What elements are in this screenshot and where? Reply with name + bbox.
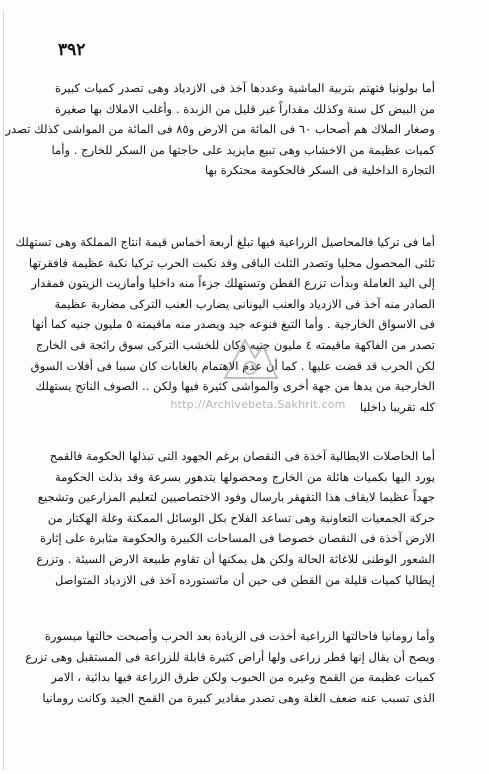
text-line: ويصح أن يقال إنها قطر زراعى ولها أراض كثيرة قابلة للزراعة فى المستقبل وهى تزرع	[25, 649, 435, 664]
text-line: وصغار الملاك هم أصحاب ٦٠ فى المائة من الارض و٨٥ فى المائة من المواشى كذلك تصدر	[5, 122, 435, 137]
text-line: أما بولونيا فتهتم بتربية الماشية وعددها آخذ فى الازدياد وهى تصدر كميات كبيرة	[55, 81, 435, 95]
text-line: جهداً عظيما لايقاف هذا التقهقر بارسال وفود الاختصاصيين لتعليم المزارعين وتشجيع	[37, 490, 435, 505]
text-line: لكن الحرب قد قضت عليها . كما أن عدم الاهتمام بالغابات كان سببا فى أفلات السوق	[30, 358, 435, 373]
archive-logo-icon	[215, 328, 285, 388]
text-line: الذى تسبب عنه ضعف الغلة وهى تصدر مقادير كبيرة من القمح الجيد وكانت رومانيا	[42, 690, 435, 705]
paragraph-romania	[25, 626, 435, 708]
text-line: أما الحاصلات الايطالية آخذة فى النقصان برغم الجهود التى تبذلها الحكومة فالقمح	[49, 449, 435, 463]
text-line: وأما رومانيا فاحالتها الزراعية أخذت فى الزيادة بعد الحرب وأصبحت حالتها ميسورة	[44, 629, 435, 643]
text-line: فى الاسواق الخارجية . وأما التبغ فنوعه جيد ويصدر منه ماقيمته ٥ مليون جنيه كما أنها	[31, 317, 435, 332]
text-line: التجارة الداخلية فى السكر فالحكومة محتكرة بها	[204, 163, 435, 178]
text-line: الشعور الوطنى للاغاثة الحالة ولكن هل يمكنها أن تقاوم طبيعة الارض السيئة . وتزرع	[36, 551, 435, 566]
archive-watermark: http://Archivebeta.Sakhrit.com	[170, 398, 346, 411]
page-edge-rule	[3, 10, 4, 770]
paragraph-poland	[5, 78, 435, 181]
text-line: الخارجية من يدها من جهة أخرى والمواشى كثيرة فيها ولكن .. الصوف الناتج يستهلك	[35, 379, 435, 394]
text-line: كميات عظيمة من القمح وغيره من الحبوب ولكن طرق الزراعة فيها بدائية ، الامر	[51, 670, 435, 685]
text-line: إلى اليد العاملة وبدأت تزرع القطن وتستهلك جزءاً منه داخليا وأمازيت الزيتون فمقدار	[31, 276, 435, 291]
text-line: الارض آخذة فى النقصان خصوصا فى المساحات الكبيرة والحكومة مثابرة على إثارة	[40, 531, 435, 546]
text-line: كميات عظيمة من الاخشاب وهى تبيع مايزيد على حاجتها من السكر للخارج . وأما	[51, 142, 435, 157]
text-line: إيطاليا كميات قليلة من القطن فى حين أن ماتستورده آخذ فى الازدياد المتواصل	[55, 572, 435, 587]
text-line: كله تقريبا داخليا	[359, 399, 435, 414]
text-line: أما فى تركيا فالمحاصيل الزراعية فيها تبلغ أربعة أخماس قيمة انتاج المملكة وهى تستهلك	[15, 235, 435, 249]
paragraph-turkey	[15, 232, 435, 417]
text-line: تصدر من الفاكهة ماقيمته ٤ مليون جنيه وكان للخشب التركى سوق رائجة فى الخارج	[35, 337, 435, 352]
text-line: ثلثى المحصول محليا وتصدر الثلث الباقى وقد نكبت الحرب تركيا نكبة عظيمة فافقرتها	[28, 255, 435, 270]
text-line: حركة الجمعيات التعاونية وهى تساعد الفلاح بكل الوسائل الممكنة وغلة الهكتار من	[47, 510, 435, 525]
text-line: الصادر منه آخذ فى الازدياد والعنب اليونانى يضارب العنب التركى مضاربة عظيمة	[54, 296, 435, 311]
text-line: يورد اليها بكميات هائلة من الخارج ومحصولها يتدهور بسرعة وقد بذلت الحكومة	[55, 469, 435, 484]
text-line: من البيض كل سنة وكذلك مقداراً غير قليل من الزبدة . وأغلب الاملاك بها صغيرة	[54, 101, 435, 116]
page-number: ٣٩٢	[58, 40, 86, 60]
paragraph-italy	[36, 446, 435, 590]
